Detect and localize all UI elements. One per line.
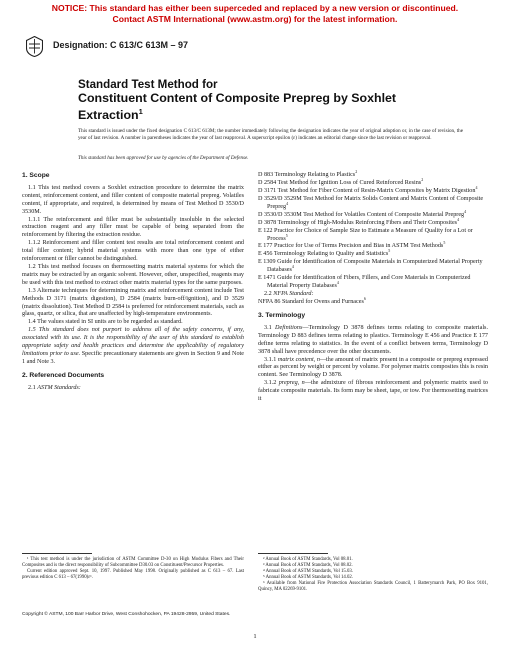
notice-line-2: Contact ASTM International (www.astm.org) for the latest information. [112,13,398,24]
reference-item: E 1471 Guide for Identification of Fibers, Fillers, and Core Materials in Computerized Material Property Databases$^4$ [258,275,471,290]
paragraph-3-1-2: 3.1.2 prepreg, n—the admixture of fibrous reinforcement and polymeric matrix used to fabricate composite materials. Its form may be sheet, tape, or tow. For thermosetting matrices it [258,380,488,403]
reference-item: D 3171 Test Method for Fiber Content of Resin-Matrix Composites by Matrix Digestion$^4$ [258,184,478,194]
dod-approval-note: This standard has been approved for use by agencies of the Department of Defense. [78,155,249,161]
footnote-divider-right [258,553,328,554]
footnote-6: ⁶ Available from National Fire Protection Association Standards Council, 1 Batterymarch Park, PO Box 9101, Quincy, MA 02269-9101. [258,581,488,593]
section-heading-terminology: 3. Terminology [258,311,306,319]
reference-item: E 177 Practice for Use of Terms Precision and Bias in ASTM Test Methods$^5$ [258,240,446,250]
footnote-1: ¹ This test method is under the jurisdiction of ASTM Committee D-30 on High Modulus Fibers and Their Composites and is the direct responsibility of Subcommittee D30.03 on Constituent/Precursor Properties. [22,557,244,569]
paragraph-3-1-1: 3.1.1 matrix content, n—the amount of matrix present in a composite or prepreg expressed either as percent by weight or percent by volume. For polymer matrix composites this is resin content. See Terminology D 3878. [258,356,488,379]
section-heading-referenced-documents: 2. Referenced Documents [22,371,105,379]
footnote-5: ⁵ Annual Book of ASTM Standards, Vol 14.02. [263,575,353,581]
supersession-notice [0,3,510,24]
reference-item: E 122 Practice for Choice of Sample Size to Estimate a Measure of Quality for a Lot or Process$^5$ [258,227,473,242]
section-heading-scope: 1. Scope [22,172,50,179]
designation: Designation: C 613/C 613M – 97 [53,40,189,50]
paragraph-1-2: 1.2 This test method focuses on thermosetting matrix material systems for which the matrix may be extracted by an organic solvent. However, other, unspecified, reagents may be used with this test method to extract other matrix material types for the same purposes. [22,263,244,286]
reference-item-nfpa: NFPA 86 Standard for Ovens and Furnaces$^6$ [258,296,366,306]
document-title [78,78,458,122]
paragraph-1-1-2: 1.1.2 Reinforcement and filler content test results are total reinforcement content and total filler content; hybrid material systems with more than one type of either reinforcement or filler cannot be distinguished. [22,240,244,263]
astm-logo-icon [26,36,43,57]
reference-item: E 456 Terminology Relating to Quality and Statistics$^5$ [258,248,391,258]
footnotes-right [258,557,488,594]
right-column [258,169,488,404]
title-line-3: Extraction$^1$ [78,107,143,123]
paragraph-1-5: 1.5 This standard does not purport to address all of the safety concerns, if any, associated with its use. It is the responsibility of the user of this standard to establish appropriate safety and health practices and determine the applicability of regulatory limitations prior to use. Specific precautionary statements are given in Section 9 and Note 1 and Note 3. [22,327,244,365]
paragraph-1-1: 1.1 This test method covers a Soxhlet extraction procedure to determine the matrix content, reinforcement content, and filler content of composite material prepreg. Volatiles content, if appropriate, and required, is determined by means of Test Method D 3530/D 3530M. [22,184,244,215]
reference-item: D 883 Terminology Relating to Plastics$^2$ [258,169,358,179]
notice-line-1: NOTICE: This standard has either been superceded and replaced by a new version or discontinued. [51,3,459,13]
standard-issuance-note: This standard is issued under the fixed designation C 613/C 613M; the number immediately following the designation indicates the year of original adoption or, in the case of revision, the year of last revision. A number in parentheses indicates the year of last reapproval. A superscript epsilon (ε) indicates an editorial change since the last revision or reapproval. [78,128,463,141]
title-line-2: Constituent Content of Composite Prepreg by Soxhlet [78,91,397,105]
title-footnote-mark: 1 [138,107,143,116]
reference-item: D 3530/D 3530M Test Method for Volatiles Content of Composite Material Prepreg$^4$ [258,208,467,218]
footnote-3: ³ Annual Book of ASTM Standards, Vol 08.02. [263,563,353,569]
paragraph-3-1: 3.1 Definitions—Terminology D 3878 defines terms relating to composite materials. Terminology D 883 defines terms relating to plastics. Terminology E 456 and Practice E 177 define terms relating to statistics. In the event of a conflict between terms, Terminology D 3878 shall have precedence over the other documents. [258,324,488,355]
reference-item: D 3878 Terminology of High-Modulus Reinforcing Fibers and Their Composites$^4$ [258,216,460,226]
reference-item: E 1309 Guide for Identification of Composite Materials in Computerized Material Property Databases$^4$ [258,259,483,274]
astm-reference-list [258,169,488,291]
reference-item: D 3529/D 3529M Test Method for Matrix Solids Content and Matrix Content of Composite Prepreg$^4$ [258,195,484,210]
footnote-4: ⁴ Annual Book of ASTM Standards, Vol 15.03. [263,569,353,575]
copyright-line: Copyright © ASTM, 100 Barr Harbor Drive, West Conshohocken, PA 19428-2959, United States. [22,612,231,617]
paragraph-2-1: 2.1 ASTM Standards: [28,384,81,391]
left-column [22,172,244,393]
footnotes-left [22,557,244,581]
footnote-divider-left [22,553,92,554]
paragraph-1-3: 1.3 Alternate techniques for determining matrix and reinforcement content include Test Methods D 3171 (matrix digestion), D 2584 (matrix burn-off/ignition), and D 3529 (matrix dissolution). Test Method D 2584 is preferred for reinforcement materials, such as glass, quartz, or silica, that are unaffected by high-temperature environments. [22,287,244,318]
footnote-1-edition: Current edition approved Sept. 10, 1997. Published May 1998. Originally published as C 613 – 67. Last previous edition C 613 – 67(1990)ε¹. [22,569,244,581]
page-number: 1 [253,633,257,640]
paragraph-1-4: 1.4 The values stated in SI units are to be regarded as standard. [28,319,183,326]
reference-item: D 2584 Test Method for Ignition Loss of Cured Reinforced Resins$^2$ [258,176,424,186]
paragraph-2-2: 2.2 NFPA Standard: [264,291,314,298]
title-line-1: Standard Test Method for [78,78,218,91]
footnote-2: ² Annual Book of ASTM Standards, Vol 08.01. [263,557,353,562]
paragraph-1-1-1: 1.1.1 The reinforcement and filler must be substantially insoluble in the selected extraction reagent and any filler must be capable of being separated from the reinforcement by filtering the extraction residue. [22,216,244,239]
